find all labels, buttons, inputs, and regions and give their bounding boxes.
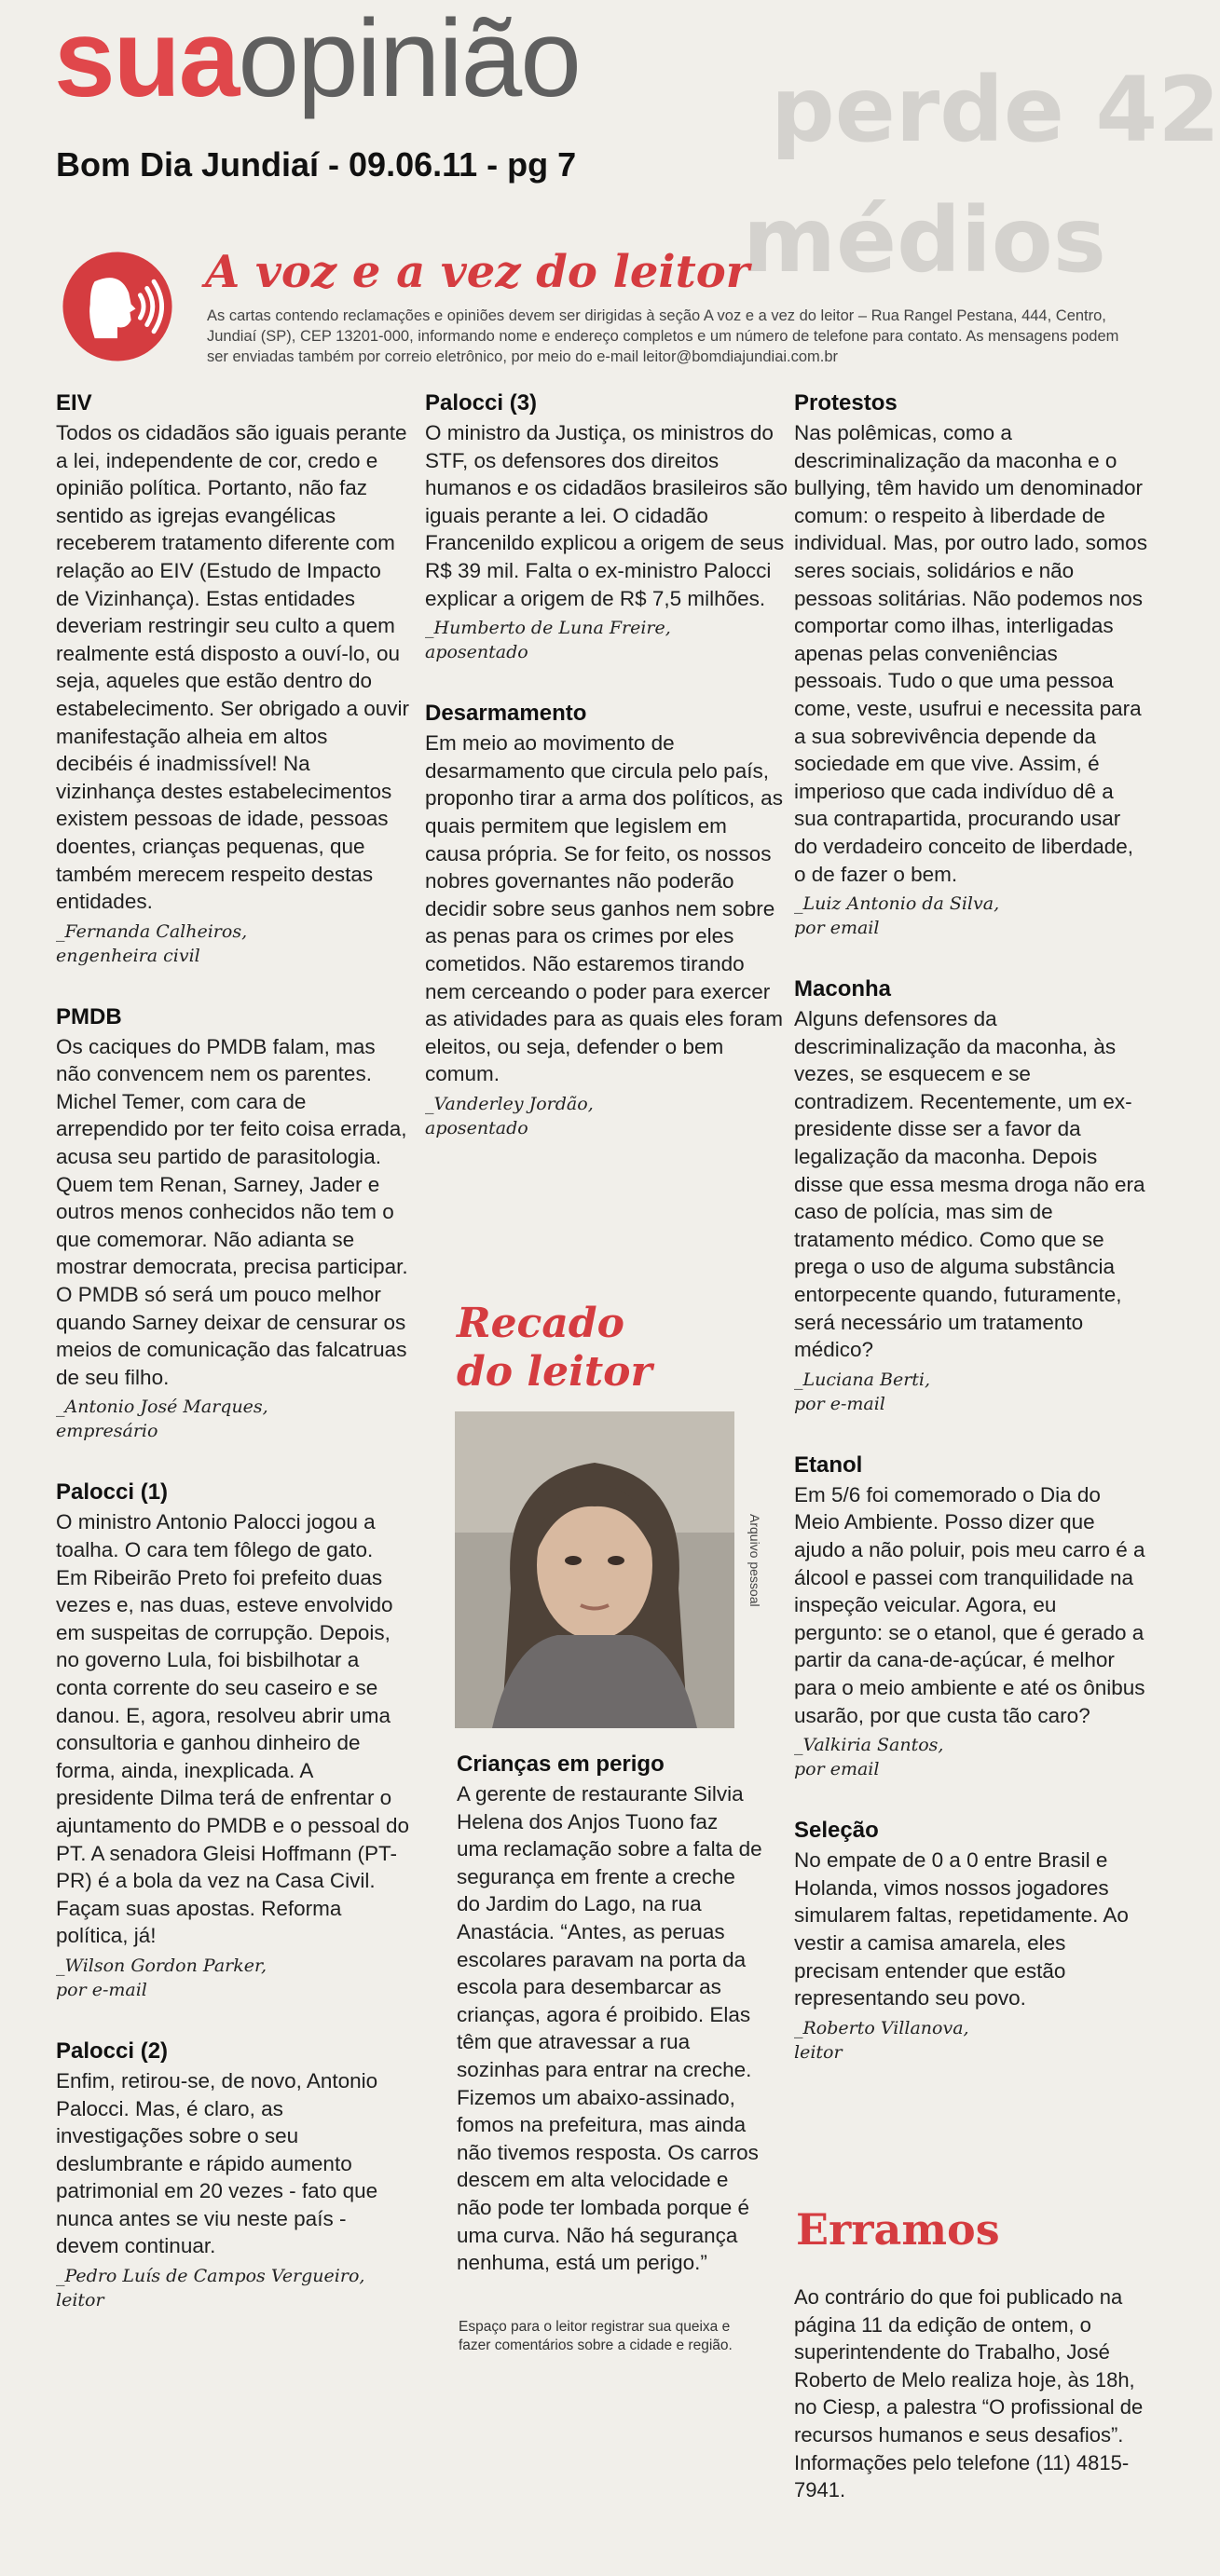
letter-body: Os caciques do PMDB falam, mas não convencem nem os parentes. Michel Temer, com cara de arrependido por ter feito coisa errada, acusa seu partido de parasitologia. Quem tem Renan, Sarney, Jader e outros menos conhecidos não tem o que comemorar. Não adianta se mostrar democrata, precisa participar. O PMDB só será um pouco melhor quando Sarney deixar de censurar os meios de comunicação das falcatruas de seu filho.: [56, 1034, 408, 1389]
letter-author: _Humberto de Luna Freire,: [425, 618, 671, 639]
letter-role: por e-mail: [794, 1393, 885, 1414]
letter-signature: [56, 920, 410, 968]
letter-title: Palocci (3): [425, 390, 538, 416]
letter-role: aposentado: [425, 642, 528, 663]
letter-author: _Vanderley Jordão,: [425, 1093, 594, 1114]
letter-role: por email: [794, 1759, 880, 1780]
section-header: [56, 231, 1119, 371]
column-2: [425, 389, 788, 1176]
letter-eiv: [56, 389, 410, 968]
recado-title-line-1: Recado: [457, 1300, 624, 1347]
letter-signature: [794, 1368, 1148, 1416]
speaking-head-icon: [61, 250, 174, 363]
letter-role: por email: [794, 918, 880, 939]
letter-signature: [794, 1733, 1148, 1781]
letter-author: _Fernanda Calheiros,: [56, 920, 248, 942]
column-1: [56, 389, 410, 2348]
recado-footer: Espaço para o leitor registrar sua queixa e fazer comentários sobre a cidade e região.: [459, 2318, 733, 2353]
erramos-box: [794, 2203, 1148, 2504]
letter-author: _Wilson Gordon Parker,: [56, 1955, 267, 1976]
letter-title: EIV: [56, 390, 92, 416]
letter-maconha: [794, 975, 1148, 1416]
letter-title: Maconha: [794, 976, 892, 1002]
reader-photo-frame: [455, 1411, 762, 1728]
letter-title: Crianças em perigo: [457, 1751, 665, 1777]
recado-title: [457, 1300, 764, 1397]
letter-body: Todos os cidadãos são iguais perante a lei, independente de cor, credo e opinião política. Portanto, não faz sentido as igrejas evangélicas receberem tratamento diferente com relação ao EIV (Estudo de Impacto de Vizinhança). Estas entidades deveriam restringir seu culto a quem realmente está disposto a ouví-lo, ou seja, aqueles que estão dentro do estabelecimento. Ser obrigado a ouvir manifestação alheia em altos decibéis é inadmissível! Na vizinhança destes estabelecimentos existem pessoas de idade, pessoas doentes, crianças pequenas, que também merecem respeito destas entidades.: [56, 421, 409, 914]
letter-role: empresário: [56, 1421, 158, 1442]
recado-do-leitor: [438, 1300, 764, 2355]
letter-protestos: [794, 389, 1148, 940]
letter-body: A gerente de restaurante Silvia Helena dos Anjos Tuono faz uma reclamação sobre a falta de segurança em frente a creche do Jardim do Lago, na rua Anastácia. “Antes, as peruas escolares paravam na porta da escola para desembarcar as crianças, agora é proibido. Elas têm que atravessar a rua sozinhas para entrar na creche. Fizemos um abaixo-assinado, fomos na prefeitura, mas ainda não tivemos resposta. Os carros descem em alta velocidade e não pode ter lombada porque é uma curva. Não há segurança nenhuma, está um perigo.”: [457, 1782, 762, 2275]
reader-photo: [455, 1411, 734, 1728]
letter-author: _Roberto Villanova,: [794, 2017, 969, 2038]
masthead: [54, 0, 580, 120]
letter-body: O ministro da Justiça, os ministros do STF, os defensores dos direitos humanos e os cidadãos brasileiros são iguais perante a lei. O cidadão Francenildo explicou a origem de seus R$ 39 mil. Falta o ex-ministro Palocci explicar a origem de R$ 7,5 milhões.: [425, 421, 788, 610]
letter-body: Nas polêmicas, como a descriminalização da maconha e o bullying, têm havido um denominador comum: o respeito à liberdade de individual. Mas, por outro lado, somos seres sociais, solidários e não pessoas solitárias. Não podemos nos comportar como ilhas, interligadas apenas pelas conveniências pessoais. Tudo o que uma pessoa come, veste, usufrui e necessita para a sua sobrevivência depende da sociedade em que vive. Assim, é imperioso que cada indivíduo dê a sua contrapartida, procurando usar do verdadeiro conceito de liberdade, o de fazer o bem.: [794, 421, 1147, 886]
letter-author: _Luciana Berti,: [794, 1369, 931, 1390]
letter-signature: [425, 1092, 788, 1140]
section-title: A voz e a vez do leitor: [205, 246, 750, 298]
letter-title: Protestos: [794, 390, 898, 416]
letter-body: Enfim, retirou-se, de novo, Antonio Palocci. Mas, é claro, as investigações sobre o seu deslumbrante e rápido aumento patrimonial em 20 vezes - fato que nunca antes se viu neste país - devem continuar.: [56, 2068, 378, 2258]
letter-author: _Valkiria Santos,: [794, 1735, 944, 1756]
letter-role: engenheira civil: [56, 945, 200, 966]
letter-author: _Antonio José Marques,: [56, 1397, 268, 1418]
letter-author: _Luiz Antonio da Silva,: [794, 893, 1000, 915]
letter-title: Etanol: [794, 1452, 863, 1478]
masthead-light: opinião: [238, 0, 580, 120]
letter-author: _Pedro Luís de Campos Vergueiro,: [56, 2266, 365, 2287]
letter-role: por e-mail: [56, 1979, 147, 2000]
letter-role: leitor: [794, 2041, 843, 2063]
letter-palocci-3: [425, 389, 788, 664]
letter-title: Seleção: [794, 1818, 879, 1844]
letter-desarmamento: [425, 700, 788, 1140]
letter-pmdb: [56, 1003, 410, 1444]
letter-signature: [56, 1954, 410, 2002]
letter-body: Em 5/6 foi comemorado o Dia do Meio Ambiente. Posso dizer que ajudo a não poluir, pois meu carro é a álcool e passei com tranquilidade na inspeção veicular. Agora, eu pergunto: se o etanol, que é gerado a partir da cana-de-açúcar, é melhor para o meio ambiente e até os ônibus usarão, por que custa tão caro?: [794, 1482, 1145, 1727]
letter-body: Em meio ao movimento de desarmamento que circula pelo país, proponho tirar a arma dos políticos, as quais permitem que legislem em causa própria. Se for feito, os nossos nobres governantes não poderão decidir sobre seus ganhos nem sobre as penas para os crimes por eles cometidos. Não estaremos tirando nem cerceando o poder para exercer as atividades para as quais eles foram eleitos, ou seja, defender o bem comum.: [425, 731, 783, 1086]
photo-credit: Arquivo pessoal: [747, 1514, 762, 1607]
letter-etanol: [794, 1452, 1148, 1781]
column-3: [794, 389, 1148, 2100]
letter-selecao: [794, 1817, 1148, 2065]
recado-title-line-2: do leitor: [457, 1348, 652, 1396]
letter-palocci-2: [56, 2038, 410, 2312]
letter-body: Alguns defensores da descriminalização da maconha, às vezes, se esquecem e se contradizem. Recentemente, um ex-presidente disse ser a favor da legalização da maconha. Depois disse que essa mesma droga não era caso de polícia, mas sim de tratamento médico. Como que se prega o uso de alguma substância entorpecente quando, futuramente, será necessário um tratamento médico?: [794, 1007, 1145, 1362]
letter-signature: [56, 1395, 410, 1443]
letter-body: O ministro Antonio Palocci jogou a toalha. O cara tem fôlego de gato. Em Ribeirão Preto foi prefeito duas vezes e, nas duas, esteve envolvido em suspeitas de corrupção. Depois, no governo Lula, foi bisbilhotar a conta corrente do seu caseiro e se danou. E, agora, resolveu abrir uma consultoria e ganhou dinheiro de forma, ainda, inexplicada. A presidente Dilma terá de enfrentar o ajuntamento do PMDB e o pessoal do PT. A senadora Gleisi Hoffmann (PT-PR) é a bola da vez na Casa Civil. Façam suas apostas. Reforma política, já!: [56, 1510, 409, 1948]
bleed-line-2: médios: [743, 188, 1106, 293]
letter-signature: [56, 2264, 410, 2312]
letter-title: Desarmamento: [425, 701, 587, 727]
erramos-title: Erramos: [796, 2204, 1000, 2255]
letter-body: No empate de 0 a 0 entre Brasil e Holanda, vimos nossos jogadores simularem faltas, repetidamente. Ao vestir a camisa amarela, eles precisam entender que estão representando seu povo.: [794, 1848, 1129, 2010]
masthead-bold: sua: [54, 0, 239, 120]
letter-signature: [425, 616, 788, 664]
letter-palocci-1: [56, 1479, 410, 2002]
letter-title: Palocci (1): [56, 1479, 169, 1506]
letter-role: aposentado: [425, 1117, 528, 1138]
letter-signature: [794, 892, 1148, 940]
letter-title: PMDB: [56, 1003, 122, 1029]
letter-title: Palocci (2): [56, 2038, 169, 2064]
letter-criancas-em-perigo: [438, 1751, 764, 2277]
letter-signature: [794, 2016, 1148, 2065]
bleed-line-1: perde 42: [771, 58, 1220, 162]
dateline: Bom Dia Jundiaí - 09.06.11 - pg 7: [56, 145, 577, 184]
section-notice: As cartas contendo reclamações e opiniões devem ser dirigidas à seção A voz e a vez do leitor – Rua Rangel Pestana, 444, Centro, Jundiaí (SP), CEP 13201-000, informando nome e endereço completos e um número de telefone para contato. As mensagens podem ser enviadas também por correio eletrônico, por meio do e-mail leitor@bomdiajundiai.com.br: [207, 307, 1119, 365]
letter-role: leitor: [56, 2290, 104, 2311]
erramos-text: Ao contrário do que foi publicado na página 11 da edição de ontem, o superintendente do Trabalho, José Roberto de Melo realiza hoje, às 18h, no Ciesp, a palestra “O profissional de recursos humanos e seus desafios”. Informações pelo telefone (11) 4815-7941.: [794, 2285, 1144, 2502]
